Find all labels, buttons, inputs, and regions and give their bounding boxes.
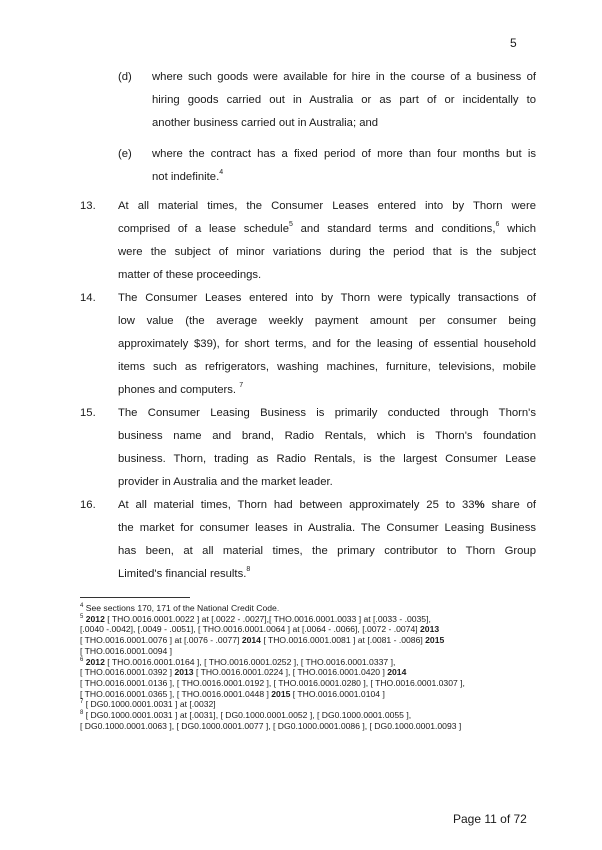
text-segment: Limited's financial results.: [118, 568, 247, 580]
footnote-line: [80, 710, 550, 721]
text-segment: which: [499, 223, 536, 235]
text-segment: provider in Australia and the market leader.: [118, 476, 333, 488]
text-line: [118, 218, 536, 241]
paragraph-number: 14.: [80, 292, 96, 304]
text-line: another business carried out in Australia; and: [152, 117, 379, 129]
text-line: [118, 425, 536, 448]
footnote-line: [80, 603, 550, 614]
text-segment: approximately $39), for short terms, and for the leasing of essential household: [118, 338, 536, 350]
text-line: [118, 287, 536, 310]
text-line: [118, 333, 536, 356]
footnote-line: [80, 624, 550, 635]
bold-text: 2015: [425, 635, 445, 646]
text-line: hiring goods carried out in Australia or as part of or incidentally to: [152, 94, 536, 106]
footnote-line: [80, 699, 550, 710]
text-line: [118, 241, 536, 264]
text-line: [118, 540, 536, 563]
paragraph-text: [118, 195, 536, 287]
text-segment: See sections 170, 171 of the National Credit Code.: [83, 603, 280, 613]
bold-text: 2013: [420, 624, 440, 635]
footnote-line: [80, 614, 550, 625]
text-segment: business name and brand, Radio Rentals, which is Thorn's foundation: [118, 430, 536, 442]
footnote-line: [80, 689, 550, 700]
text-segment: matter of these proceedings.: [118, 269, 262, 281]
text-line: where the contract has a fixed period of more than four months but is: [152, 148, 536, 160]
text-segment: [ THO.0016.0001.0104 ]: [290, 688, 385, 699]
text-line: [152, 166, 536, 189]
bold-text: 2013: [174, 667, 194, 678]
paragraph-number: 15.: [80, 407, 96, 419]
paragraph-text: [118, 402, 536, 494]
text-segment: [ THO.0016.0001.0081 ] at [.0081 - .0086]: [260, 635, 426, 646]
text-segment: phones and computers.: [118, 384, 240, 396]
text-segment: [ THO.0016.0001.0022 ] at [.0022 - .0027],[ THO.0016.0001.0033 ] at [.0033 - .0035],: [104, 613, 431, 624]
text-segment: [ THO.0016.0001.0076 ] at [.0076 - .0077]: [80, 635, 242, 646]
text-segment: At all material times, the Consumer Leases entered into by Thorn were: [118, 200, 536, 212]
paragraph-text: [118, 494, 536, 586]
paragraph-text: [118, 287, 536, 402]
footnote-ref: 7: [80, 699, 84, 706]
footnote-separator: [80, 597, 190, 598]
text-line: [118, 310, 536, 333]
text-line: [118, 379, 536, 402]
text-segment: the market for consumer leases in Australia. The Consumer Leasing Business: [118, 522, 536, 534]
footnote-line: [80, 721, 550, 732]
text-segment: [ THO.0016.0001.0224 ], [ THO.0016.0001.0420 ]: [193, 667, 388, 678]
text-line: [118, 471, 536, 494]
page-footer: Page 11 of 72: [453, 812, 527, 826]
text-segment: [ THO.0016.0001.0164 ], [ THO.0016.0001.0252 ], [ THO.0016.0001.0337 ],: [104, 656, 396, 667]
text-segment: were the subject of minor variations during the period that is the subject: [118, 246, 536, 258]
text-segment: At all material times, Thorn had between approximately 25 to 33: [118, 499, 475, 511]
text-segment: business. Thorn, trading as Radio Rentals, is the largest Consumer Lease: [118, 453, 536, 465]
text-segment: share of: [484, 499, 536, 511]
footnote-line: [80, 646, 550, 657]
subparagraph-text: [152, 143, 536, 189]
footnote-ref: 7: [239, 382, 244, 390]
footnote-line: [80, 667, 550, 678]
text-segment: and standard terms and conditions,: [292, 223, 496, 235]
footnote-ref: 6: [80, 656, 84, 663]
footnote-ref: 4: [80, 603, 84, 610]
text-line: [118, 195, 536, 218]
footnote-line: [80, 635, 550, 646]
text-line: [118, 356, 536, 379]
footnote-line: [80, 678, 550, 689]
bold-text: 2014: [241, 635, 261, 646]
text-segment: [ THO.0016.0001.0094 ]: [80, 645, 173, 656]
text-segment: comprised of a lease schedule: [118, 223, 289, 235]
bold-text: 2014: [387, 667, 407, 678]
footnote-ref: 4: [219, 169, 224, 177]
text-line: [118, 517, 536, 540]
text-segment: The Consumer Leasing Business is primarily conducted through Thorn's: [118, 407, 536, 419]
text-line: [118, 264, 536, 287]
footnote-ref: 8: [246, 566, 251, 574]
text-segment: not indefinite.: [152, 171, 220, 183]
paragraph-number: 13.: [80, 200, 96, 212]
footnote-ref: 5: [288, 221, 293, 229]
footnote-ref: 5: [80, 613, 84, 620]
text-segment: [ DG0.1000.0001.0063 ], [ DG0.1000.0001.0077 ], [ DG0.1000.0001.0086 ], [ DG0.1000.0001.0093 ]: [80, 720, 462, 731]
footnotes: [80, 603, 550, 731]
text-line: [118, 448, 536, 471]
text-line: [118, 402, 536, 425]
subparagraph-text: [152, 66, 536, 135]
text-segment: [.0040 -.0042], [.0049 - .0051], [ THO.0016.0001.0064 ] at [.0064 - .0066], [.0072 - .0074]: [80, 624, 421, 635]
bold-text: 2012: [85, 656, 105, 667]
bold-text: %: [474, 499, 485, 511]
subparagraph-label: (d): [118, 71, 132, 83]
page-number: 5: [510, 36, 517, 50]
text-segment: low value (the average weekly payment amount per consumer being: [118, 315, 536, 327]
text-segment: [ DG0.1000.0001.0031 ] at [.0031], [ DG0.1000.0001.0052 ], [ DG0.1000.0001.0055 ],: [83, 710, 412, 721]
text-segment: [ THO.0016.0001.0136 ], [ THO.0016.0001.0192 ], [ THO.0016.0001.0280 ], [ THO.0016.0001.0307 ],: [80, 677, 465, 688]
footnote-line: [80, 657, 550, 668]
footnote-ref: 8: [80, 710, 84, 717]
paragraph-number: 16.: [80, 499, 96, 511]
text-line: [118, 494, 536, 517]
text-segment: [ THO.0016.0001.0392 ]: [80, 667, 175, 678]
text-segment: has been, at all material times, the primary contributor to Thorn Group: [118, 545, 536, 557]
bold-text: 2015: [271, 688, 291, 699]
bold-text: 2012: [85, 613, 105, 624]
text-segment: items such as refrigerators, washing machines, furniture, televisions, mobile: [118, 361, 536, 373]
text-line: [118, 563, 536, 586]
footnote-ref: 6: [495, 221, 500, 229]
text-segment: [ DG0.1000.0001.0031 ] at [.0032]: [83, 699, 216, 710]
subparagraph-label: (e): [118, 148, 132, 160]
text-segment: [ THO.0016.0001.0365 ], [ THO.0016.0001.0448 ]: [80, 688, 272, 699]
text-segment: The Consumer Leases entered into by Thorn were typically transactions of: [118, 292, 536, 304]
text-line: where such goods were available for hire in the course of a business of: [152, 71, 536, 83]
